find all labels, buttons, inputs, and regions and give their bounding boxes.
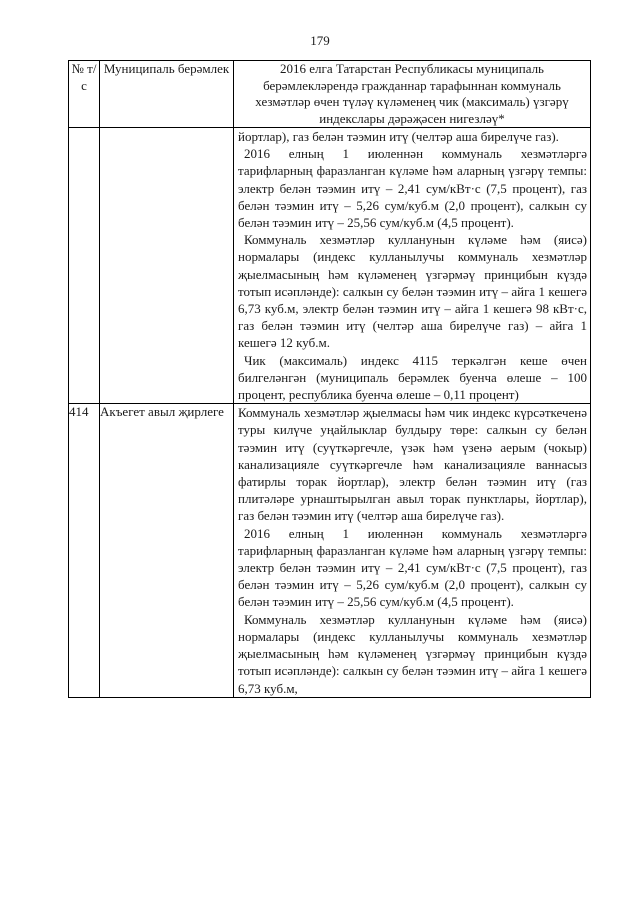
row-number: 414 — [69, 404, 100, 697]
row-municipality: Акъегет авыл җирлеге — [100, 404, 234, 697]
description-paragraph: йортлар), газ белән тәэмин итү (челтәр аша бирелүче газ). — [238, 129, 559, 144]
description-paragraph: Чик (максималь) индекс 4115 теркәлгән кеше өчен билгеләнгән (муниципаль берәмлек буенча өлеше – 100 процент, республика буенча өлеше – 0,11 процент) — [238, 352, 587, 403]
description-paragraph: Коммуналь хезмәтләр кулланунын күләме һәм (яисә) нормалары (индекс кулланылучы коммуналь хезмәтләр җыелмасының һәм күләменең үзгәрмәү принцибын күздә тотып исәпләнде): салкын су белән тәэмин итү – айга 1 кешегә 6,73 куб.м, электр белән тәэмин итү – айга 1 кешегә 98 кВт·с, газ белән тәэмин итү (челтәр аша бирелүче газ) – айга 1 кешегә 12 куб.м. — [238, 232, 587, 351]
row-description — [234, 404, 591, 697]
description-paragraph: 2016 елның 1 июленнән коммуналь хезмәтләргә тарифларның фаразланган күләме һәм аларның үзгәрү темпы: электр белән тәэмин итү – 2,41 сум/кВт·с (7,5 процент), газ белән тәэмин итү – 5,26 сум/куб.м (2,0 процент), салкын су белән тәэмин итү – 25,56 сум/куб.м (4,5 процент). — [238, 146, 587, 231]
row-municipality — [100, 128, 234, 404]
description-paragraph: 2016 елның 1 июленнән коммуналь хезмәтләргә тарифларның фаразланган күләме һәм аларның үзгәрү темпы: электр белән тәэмин итү – 2,41 сум/кВт·с (7,5 процент), газ белән тәэмин итү – 5,26 сум/куб.м (2,0 процент), салкын су белән тәэмин итү – 25,56 сум/куб.м (4,5 процент). — [238, 525, 587, 610]
header-description: 2016 елга Татарстан Республикасы муниципаль берәмлекләрендә гражданнар тарафыннан коммуналь хезмәтләр өчен түләү күләменең чик (максималь) үзгәрү индекслары дәрәҗәсен нигезләү* — [234, 61, 591, 128]
page-number: 179 — [310, 33, 330, 48]
row-description — [234, 128, 591, 404]
table-row — [69, 404, 591, 697]
header-row — [69, 61, 591, 128]
table-row — [69, 128, 591, 404]
header-number: № т/с — [69, 61, 100, 128]
header-municipality: Муниципаль берәмлек — [100, 61, 234, 128]
table-body — [69, 128, 591, 698]
table-header — [69, 61, 591, 128]
description-paragraph: Коммуналь хезмәтләр кулланунын күләме һәм (яисә) нормалары (индекс кулланылучы коммуналь хезмәтләр җыелмасының һәм күләменең үзгәрмәү принцибын күздә тотып исәпләнде): салкын су белән тәэмин итү – айга 1 кешегә 6,73 куб.м, — [238, 611, 587, 696]
row-number — [69, 128, 100, 404]
index-table — [68, 60, 591, 698]
description-paragraph: Коммуналь хезмәтләр җыелмасы һәм чик индекс күрсәткеченә туры килүче уңайлыклар булдыру төре: салкын су белән тәэмин итү (суүткәргечле, үзәк һәм үзенә аерым (чокыр) канализацияле суүткәргечле һәм канализацияле ваннасыз фатирлы торак йортлар), электр белән тәэмин итү (газ плитәләре урнаштырылган авыл торак пунктлары, йортлар), газ белән тәэмин итү (челтәр аша бирелүче газ). — [238, 405, 587, 524]
